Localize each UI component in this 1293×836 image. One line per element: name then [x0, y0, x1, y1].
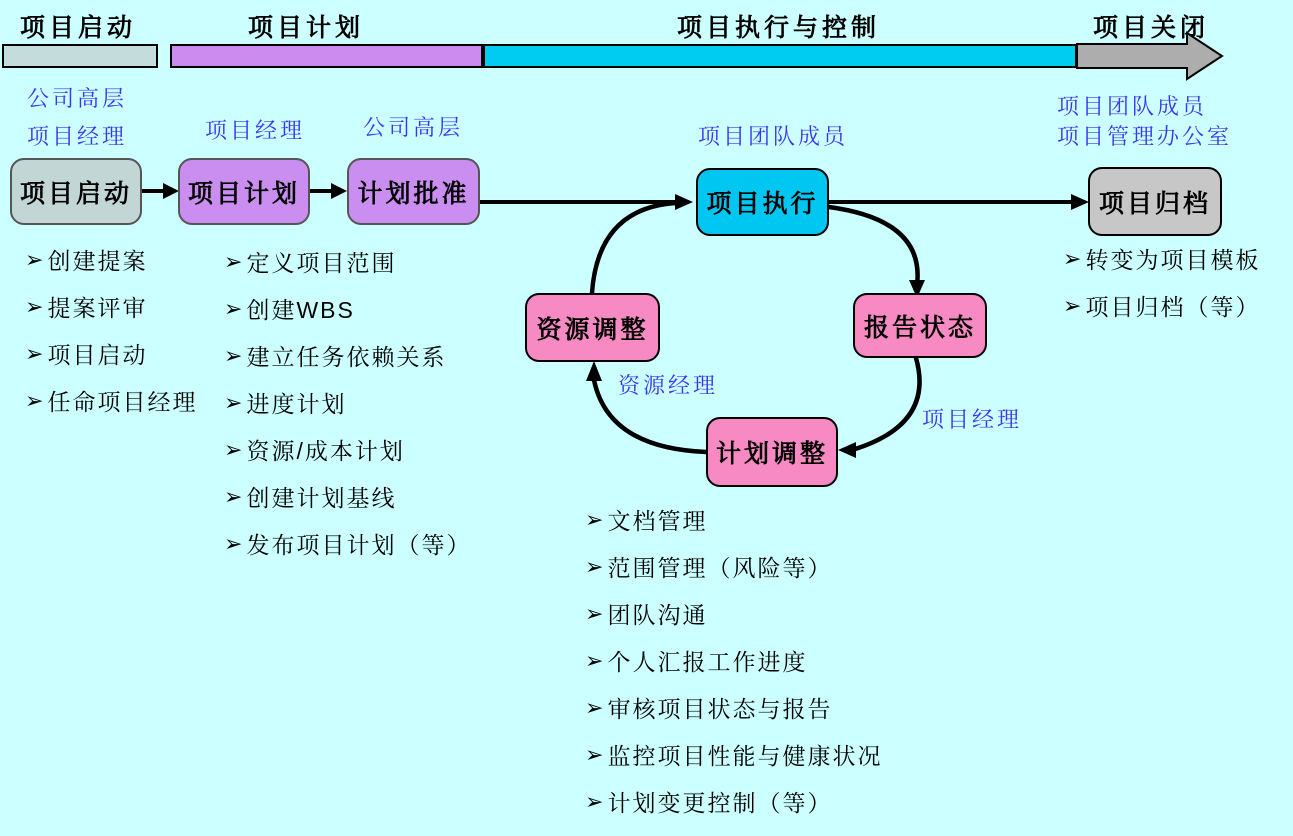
role-execution-team: 项目团队成员 [698, 124, 849, 149]
flow-arrow-approval-to-execution [480, 194, 693, 210]
task-text: 文档管理 [607, 508, 708, 534]
task-text: 团队沟通 [607, 602, 708, 628]
task-item [1063, 245, 1260, 272]
loop-box-resource-adjust: 资源调整 [525, 293, 660, 362]
arrow-bullet-icon: ➢ [25, 293, 44, 319]
role-closure-pmo: 项目管理办公室 [1057, 124, 1233, 149]
role-resource-manager: 资源经理 [618, 373, 719, 398]
role-approval-executives: 公司高层 [363, 115, 464, 140]
flow-arrow-initiation-to-planning [142, 183, 179, 199]
arrow-bullet-icon: ➢ [1063, 245, 1082, 271]
task-text: 创建计划基线 [246, 485, 397, 511]
arrow-bullet-icon: ➢ [585, 553, 604, 579]
task-list-closure [1063, 245, 1260, 339]
flow-box-archive: 项目归档 [1088, 167, 1222, 236]
arrow-bullet-icon: ➢ [25, 246, 44, 272]
flow-arrow-execution-to-archive [829, 194, 1089, 210]
role-initiation-executives: 公司高层 [27, 86, 128, 111]
arrow-bullet-icon: ➢ [585, 694, 604, 720]
loop-box-report-status: 报告状态 [853, 293, 987, 358]
arrow-bullet-icon: ➢ [25, 387, 44, 413]
phase-header-closure: 项目关闭 [1093, 14, 1210, 42]
arrow-bullet-icon: ➢ [585, 788, 604, 814]
role-project-manager: 项目经理 [922, 407, 1023, 432]
task-item [1063, 292, 1260, 319]
task-item [224, 483, 471, 510]
task-text: 范围管理（风险等） [607, 555, 833, 581]
task-text: 进度计划 [246, 391, 347, 417]
task-text: 项目启动 [47, 342, 148, 368]
arrow-bullet-icon: ➢ [1063, 292, 1082, 318]
arrow-bullet-icon: ➢ [224, 342, 243, 368]
flow-box-initiation: 项目启动 [10, 158, 142, 225]
task-item [224, 295, 471, 322]
task-text: 发布项目计划（等） [246, 532, 472, 558]
task-item [585, 553, 882, 580]
task-list-planning [224, 248, 471, 577]
task-text: 提案评审 [47, 295, 148, 321]
flow-box-approval: 计划批准 [347, 158, 480, 225]
role-closure-team: 项目团队成员 [1057, 94, 1208, 119]
arrow-bullet-icon: ➢ [224, 295, 243, 321]
phase-header-initiation: 项目启动 [20, 14, 137, 42]
task-text: 转变为项目模板 [1085, 247, 1261, 273]
task-item [585, 600, 882, 627]
arrow-bullet-icon: ➢ [25, 340, 44, 366]
task-item [224, 530, 471, 557]
phase-header-planning: 项目计划 [248, 14, 365, 42]
task-text: 建立任务依赖关系 [246, 344, 447, 370]
arrow-bullet-icon: ➢ [224, 483, 243, 509]
task-item [585, 741, 882, 768]
task-item [224, 389, 471, 416]
task-item [25, 246, 197, 273]
arrow-bullet-icon: ➢ [224, 530, 243, 556]
arrow-bullet-icon: ➢ [585, 506, 604, 532]
task-item [585, 647, 882, 674]
task-text: 定义项目范围 [246, 250, 397, 276]
loop-arc-resource-to-execution [592, 203, 676, 293]
task-text: 个人汇报工作进度 [607, 649, 808, 675]
task-item [585, 506, 882, 533]
task-item [224, 248, 471, 275]
task-text: 监控项目性能与健康状况 [607, 743, 883, 769]
task-text: 创建提案 [47, 248, 148, 274]
role-planning-pm: 项目经理 [205, 118, 306, 143]
flow-arrow-planning-to-approval [310, 183, 347, 199]
task-text: 项目归档（等） [1085, 294, 1261, 320]
arrow-bullet-icon: ➢ [224, 389, 243, 415]
phase-header-execution: 项目执行与控制 [677, 14, 881, 42]
task-item [224, 342, 471, 369]
arrow-bullet-icon: ➢ [585, 600, 604, 626]
task-text: 计划变更控制（等） [607, 790, 833, 816]
arrow-bullet-icon: ➢ [224, 248, 243, 274]
flow-box-execution: 项目执行 [696, 168, 829, 236]
task-text: 审核项目状态与报告 [607, 696, 833, 722]
task-item [585, 694, 882, 721]
arrow-bullet-icon: ➢ [585, 647, 604, 673]
loop-arc-report-to-plan-adjust [838, 358, 920, 458]
arrow-bullet-icon: ➢ [224, 436, 243, 462]
phase-bar-execution [483, 44, 1077, 68]
task-list-initiation [25, 246, 197, 434]
task-item [585, 788, 882, 815]
role-initiation-pm: 项目经理 [27, 124, 128, 149]
task-text: 任命项目经理 [47, 389, 198, 415]
task-item [25, 340, 197, 367]
task-text: 资源/成本计划 [246, 438, 405, 464]
task-list-execution [585, 506, 882, 835]
arrow-bullet-icon: ➢ [585, 741, 604, 767]
phase-bar-initiation [2, 44, 158, 68]
task-item [25, 387, 197, 414]
phase-bar-planning [170, 44, 483, 68]
loop-arc-execution-to-report [829, 207, 925, 298]
loop-box-plan-adjust: 计划调整 [706, 417, 838, 487]
task-item [224, 436, 471, 463]
flow-box-planning: 项目计划 [178, 158, 310, 225]
task-item [25, 293, 197, 320]
task-text: 创建WBS [246, 297, 355, 323]
